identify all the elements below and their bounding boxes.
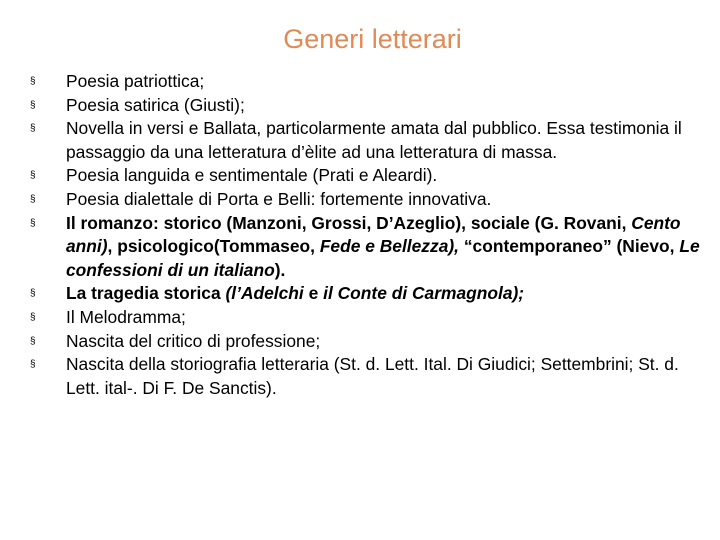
bullet-text-segment: Le confessioni di un italiano [66, 236, 700, 280]
bullet-text-segment: e [303, 283, 324, 304]
bullet-item [24, 117, 700, 164]
bullet-text-segment: Cento anni) [66, 212, 681, 257]
bullet-text-segment: , psicologico(Tommaseo, [107, 236, 320, 257]
bullet-text [66, 282, 700, 306]
square-bullet-icon: § [30, 217, 36, 229]
bullet-list [24, 70, 700, 400]
bullet-text-segment: La tragedia storica [66, 283, 226, 304]
bullet-text-segment: Il Melodramma; [66, 306, 186, 327]
square-bullet-icon: § [30, 335, 36, 347]
bullet-text [66, 353, 700, 400]
square-bullet-icon: § [30, 76, 36, 87]
square-bullet-icon: § [30, 99, 36, 111]
bullet-item [24, 212, 700, 283]
bullet-item [24, 330, 700, 354]
bullet-text [66, 117, 700, 164]
bullet-item [24, 282, 700, 306]
bullet-item [24, 70, 700, 94]
bullet-item [24, 94, 700, 118]
bullet-text-segment: Poesia patriottica; [66, 71, 205, 91]
bullet-item [24, 306, 700, 330]
bullet-text [66, 212, 700, 283]
bullet-item [24, 188, 700, 212]
bullet-text [66, 94, 700, 118]
bullet-text-segment: Fede e Bellezza), [319, 236, 459, 257]
bullet-text-segment: “contemporaneo” (Nievo, [459, 236, 680, 257]
bullet-text [66, 330, 700, 354]
bullet-text-segment: (l’Adelchi [225, 283, 304, 304]
bullet-text-segment: il Conte di Carmagnola); [323, 283, 525, 304]
bullet-text [66, 164, 700, 188]
square-bullet-icon: § [30, 123, 36, 135]
square-bullet-icon: § [30, 311, 36, 323]
bullet-text-segment: ). [274, 259, 286, 280]
square-bullet-icon: § [30, 359, 36, 371]
square-bullet-icon: § [30, 288, 36, 300]
bullet-item [24, 164, 700, 188]
bullet-text-segment: Nascita del critico di professione; [66, 330, 321, 351]
square-bullet-icon: § [30, 170, 36, 182]
bullet-item [24, 353, 700, 400]
bullet-text-segment: Poesia satirica (Giusti); [66, 94, 245, 115]
bullet-text-segment: Il romanzo: storico (Manzoni, Grossi, D’Azeglio), sociale (G. Rovani, [66, 212, 632, 233]
bullet-text-segment: Poesia dialettale di Porta e Belli: fortemente innovativa. [66, 188, 492, 209]
slide-title: Generi letterari [283, 24, 462, 54]
bullet-text-segment: Nascita della storiografia letteraria (St. d. Lett. Ital. Di Giudici; Settembrini; St. d. Lett. ital-. Di F. De Sanctis). [66, 354, 679, 398]
bullet-text-segment: Poesia languida e sentimentale (Prati e Aleardi). [66, 165, 438, 186]
square-bullet-icon: § [30, 193, 36, 205]
bullet-text [66, 306, 700, 330]
bullet-text-segment: Novella in versi e Ballata, particolarmente amata dal pubblico. Essa testimonia il passaggio da una letteratura d’èlite ad una letteratura di massa. [66, 118, 682, 162]
bullet-text [66, 188, 700, 212]
bullet-text [66, 70, 700, 94]
